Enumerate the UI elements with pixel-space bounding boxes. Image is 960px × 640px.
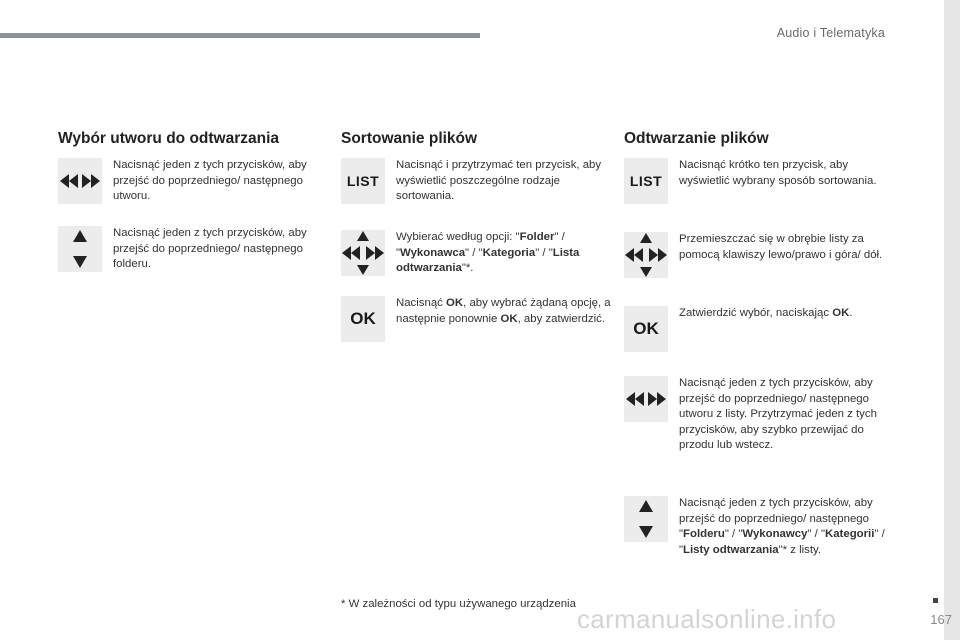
prev-next-arrows-icon <box>58 158 102 204</box>
column-title: Sortowanie plików <box>341 130 478 147</box>
header-rule <box>0 33 480 38</box>
page-marker <box>933 598 938 603</box>
page-number: 167 <box>930 612 952 627</box>
item-text: Nacisnąć jeden z tych przycisków, aby przejść do poprzedniego/ następnego utworu z listy. Przytrzymać jeden z tych przycisków, aby szybko przewijać do przodu lub wstecz. <box>679 377 877 451</box>
list-button-icon <box>624 158 668 204</box>
column-title: Wybór utworu do odtwarzania <box>58 130 280 147</box>
footnote: * W zależności od typu używanego urządzenia <box>341 598 576 610</box>
list-button-icon <box>341 158 385 204</box>
column-title: Odtwarzanie plików <box>624 130 769 147</box>
item-text: Nacisnąć i przytrzymać ten przycisk, aby wyświetlić poszczególne rodzaje sortowania. <box>396 159 602 202</box>
up-down-arrows-icon <box>624 496 668 542</box>
four-way-arrows-icon <box>624 232 668 278</box>
item-text: Zatwierdzić wybór, naciskając OK. <box>679 307 853 319</box>
up-down-arrows-icon <box>58 226 102 272</box>
item-text: Wybierać według opcji: "Folder" / "Wykonawca" / "Kategoria" / "Lista odtwarzania"*. <box>396 231 580 274</box>
ok-button-icon <box>624 306 668 352</box>
prev-next-arrows-icon <box>624 376 668 422</box>
column-track-selection <box>58 130 328 270</box>
page-edge-strip <box>944 0 960 640</box>
item-text: Nacisnąć jeden z tych przycisków, aby przejść do poprzedniego/ następnego folderu. <box>113 227 307 270</box>
item-text: Nacisnąć OK, aby wybrać żądaną opcję, a następnie ponownie OK, aby zatwierdzić. <box>396 297 611 325</box>
column-file-playback <box>624 130 894 556</box>
list-button-label: LIST <box>346 173 380 189</box>
list-button-label: LIST <box>629 173 663 189</box>
ok-button-icon <box>341 296 385 342</box>
watermark: carmanualsonline.info <box>577 604 837 634</box>
item-text: Nacisnąć jeden z tych przycisków, aby przejść do poprzedniego/ następnego "Folderu" / "Wykonawcy" / "Kategorii" / "Listy odtwarzania"* z listy. <box>679 497 885 556</box>
column-file-sorting <box>341 130 611 328</box>
ok-button-label: OK <box>350 309 376 328</box>
item-text: Przemieszczać się w obrębie listy za pomocą klawiszy lewo/prawo i góra/ dół. <box>679 233 883 261</box>
item-text: Nacisnąć jeden z tych przycisków, aby przejść do poprzedniego/ następnego utworu. <box>113 159 307 202</box>
item-text: Nacisnąć krótko ten przycisk, aby wyświetlić wybrany sposób sortowania. <box>679 159 877 187</box>
section-title: Audio i Telematyka <box>776 26 885 40</box>
four-way-arrows-icon <box>341 230 385 276</box>
ok-button-label: OK <box>633 319 659 338</box>
